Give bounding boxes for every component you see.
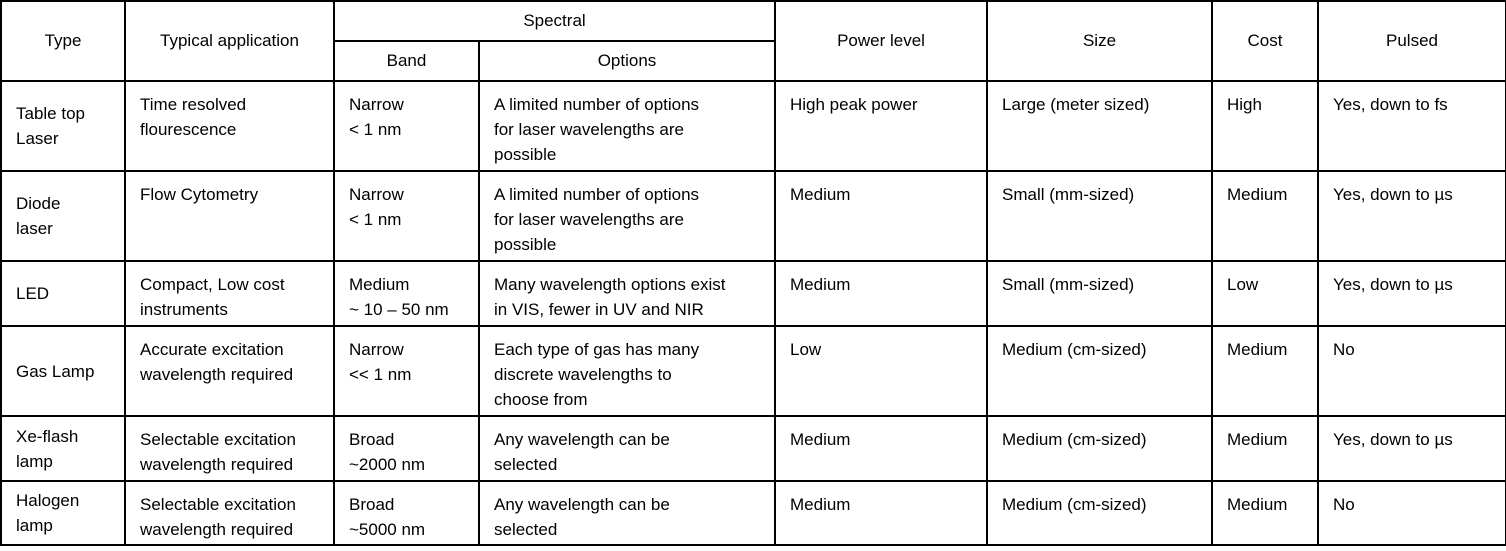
header-spectral: Spectral [334, 1, 775, 41]
table-body [1, 81, 1506, 545]
cell-line: Narrow [349, 95, 404, 114]
header-options: Options [479, 41, 775, 81]
cell-power: Medium [775, 171, 987, 261]
cell-line: for laser wavelengths are [494, 120, 684, 139]
cell-line: Many wavelength options exist [494, 275, 726, 294]
header-row-1 [1, 1, 1506, 41]
table-row [1, 326, 1506, 416]
cell-options [479, 416, 775, 481]
cell-cost: Medium [1212, 481, 1318, 545]
cell-application [125, 171, 334, 261]
cell-pulsed: No [1318, 326, 1506, 416]
cell-line: in VIS, fewer in UV and NIR [494, 300, 704, 319]
header-cost: Cost [1212, 1, 1318, 81]
cell-line: A limited number of options [494, 185, 700, 204]
cell-line: Compact, Low cost [140, 275, 285, 294]
cell-line: for laser wavelengths are [494, 210, 684, 229]
cell-line: Narrow [349, 340, 404, 359]
cell-pulsed: Yes, down to µs [1318, 261, 1506, 326]
cell-options [479, 261, 775, 326]
cell-line: Flow Cytometry [140, 185, 259, 204]
cell-line: possible [494, 145, 557, 164]
cell-line: selected [494, 520, 558, 539]
cell-application [125, 481, 334, 545]
cell-line: Selectable excitation [140, 495, 296, 514]
cell-cost: Medium [1212, 326, 1318, 416]
cell-line: flourescence [140, 120, 237, 139]
cell-application [125, 416, 334, 481]
cell-line: Any wavelength can be [494, 430, 670, 449]
cell-size: Large (meter sized) [987, 81, 1212, 171]
cell-line: Selectable excitation [140, 430, 296, 449]
cell-power: Medium [775, 481, 987, 545]
header-pulsed: Pulsed [1318, 1, 1506, 81]
cell-line: Time resolved [140, 95, 247, 114]
table-row [1, 481, 1506, 545]
table-row [1, 81, 1506, 171]
cell-pulsed: Yes, down to µs [1318, 416, 1506, 481]
cell-line: ~2000 nm [349, 455, 426, 474]
cell-options [479, 481, 775, 545]
cell-pulsed: Yes, down to µs [1318, 171, 1506, 261]
cell-size: Small (mm-sized) [987, 171, 1212, 261]
cell-band [334, 326, 479, 416]
cell-line: LED [16, 284, 50, 303]
cell-line: instruments [140, 300, 228, 319]
cell-type [1, 481, 125, 545]
cell-line: Diode [16, 194, 61, 213]
cell-line: < 1 nm [349, 210, 402, 229]
cell-type [1, 326, 125, 416]
cell-cost: High [1212, 81, 1318, 171]
cell-power: Medium [775, 261, 987, 326]
cell-line: wavelength required [140, 365, 294, 384]
cell-options [479, 171, 775, 261]
cell-line: Any wavelength can be [494, 495, 670, 514]
cell-band [334, 171, 479, 261]
cell-band [334, 416, 479, 481]
cell-power: High peak power [775, 81, 987, 171]
cell-cost: Low [1212, 261, 1318, 326]
cell-line: selected [494, 455, 558, 474]
cell-line: Medium [349, 275, 410, 294]
cell-line: Laser [16, 129, 59, 148]
cell-size: Medium (cm-sized) [987, 481, 1212, 545]
cell-type [1, 416, 125, 481]
cell-line: Halogen [16, 491, 80, 510]
cell-line: < 1 nm [349, 120, 402, 139]
cell-line: ~5000 nm [349, 520, 426, 539]
cell-size: Medium (cm-sized) [987, 326, 1212, 416]
cell-cost: Medium [1212, 171, 1318, 261]
cell-type [1, 261, 125, 326]
table-row [1, 261, 1506, 326]
cell-line: laser [16, 219, 53, 238]
cell-power: Low [775, 326, 987, 416]
cell-line: Xe-flash [16, 426, 79, 446]
cell-pulsed: No [1318, 481, 1506, 545]
table-row [1, 416, 1506, 481]
cell-cost: Medium [1212, 416, 1318, 481]
cell-type [1, 81, 125, 171]
cell-line: lamp [16, 451, 53, 471]
cell-line: Each type of gas has many [494, 340, 700, 359]
cell-options [479, 326, 775, 416]
cell-line: Broad [349, 495, 395, 514]
cell-line: Accurate excitation [140, 340, 284, 359]
cell-type [1, 171, 125, 261]
cell-line: Table top [16, 104, 85, 123]
header-application: Typical application [125, 1, 334, 81]
cell-size: Medium (cm-sized) [987, 416, 1212, 481]
header-type: Type [1, 1, 125, 81]
cell-line: << 1 nm [349, 365, 412, 384]
header-power-level: Power level [775, 1, 987, 81]
cell-application [125, 81, 334, 171]
table-row [1, 171, 1506, 261]
cell-application [125, 261, 334, 326]
cell-options [479, 81, 775, 171]
header-size: Size [987, 1, 1212, 81]
cell-line: possible [494, 235, 557, 254]
cell-power: Medium [775, 416, 987, 481]
cell-line: A limited number of options [494, 95, 700, 114]
cell-pulsed: Yes, down to fs [1318, 81, 1506, 171]
cell-application [125, 326, 334, 416]
cell-line: Gas Lamp [16, 361, 95, 381]
cell-line: ~ 10 – 50 nm [349, 300, 449, 319]
cell-line: wavelength required [140, 455, 294, 474]
cell-band [334, 481, 479, 545]
cell-line: Narrow [349, 185, 404, 204]
cell-line: lamp [16, 516, 53, 535]
header-band: Band [334, 41, 479, 81]
cell-band [334, 261, 479, 326]
cell-band [334, 81, 479, 171]
cell-size: Small (mm-sized) [987, 261, 1212, 326]
cell-line: choose from [494, 390, 588, 409]
cell-line: discrete wavelengths to [494, 365, 672, 384]
cell-line: Broad [349, 430, 395, 449]
cell-line: wavelength required [140, 520, 294, 539]
